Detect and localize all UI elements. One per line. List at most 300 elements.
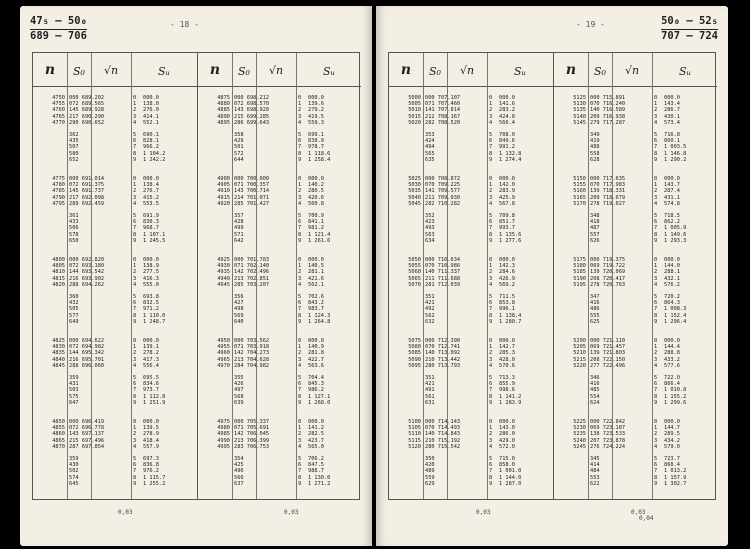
table-cell-value: 216 695.701: [69, 356, 105, 363]
table-cell-value: 695.5: [143, 374, 159, 381]
sqrt-cell: [590, 338, 630, 406]
table-cell-value: 1 149.6: [664, 231, 687, 238]
table-cell-value: 000.0: [143, 419, 159, 425]
table-cell-value: 5055: [408, 263, 421, 270]
table-cell-value: 8: [654, 312, 658, 319]
table-cell-value: 8: [133, 231, 137, 238]
n-cell: [558, 419, 586, 456]
table-cell-value: 1 242.2: [143, 156, 166, 163]
table-cell-value: 072 691.375: [69, 182, 105, 189]
table-cell-value: 5240: [573, 437, 586, 444]
table-cell-value: 1 258.4: [308, 156, 331, 163]
table-cell-value: 1 280.7: [499, 318, 522, 325]
table-cell-value: 5: [489, 374, 493, 381]
table-cell-value: 1 118.6: [308, 150, 331, 157]
table-cell-value: 5135: [573, 107, 586, 114]
table-cell-value: 072 693.180: [69, 263, 105, 270]
table-cell-value: 834.6: [143, 381, 159, 388]
table-cell-value: 1 271.2: [308, 480, 331, 487]
table-cell-value: 978.7: [308, 144, 324, 151]
table-cell-value: 2: [298, 107, 302, 114]
table-cell-value: 4855: [52, 425, 65, 432]
table-cell-value: 2: [298, 269, 302, 276]
table-cell-value: 723.7: [664, 455, 680, 462]
table-cell-value: 7: [654, 468, 658, 475]
table-cell-value: 574.8: [664, 200, 680, 207]
table-cell-value: 642: [234, 237, 244, 244]
table-cell-value: 000.0: [664, 176, 680, 182]
table-cell-value: 9: [654, 237, 658, 244]
table-cell-value: 3: [489, 275, 493, 282]
table-cell-value: 4895: [217, 119, 230, 126]
su-cell: [499, 419, 549, 487]
right-range-bottom: 707 – 724: [661, 29, 718, 42]
table-cell-value: 5035: [408, 188, 421, 195]
table-cell-value: 000.0: [499, 176, 515, 182]
table-cell-value: 492: [425, 306, 435, 313]
table-cell-value: 000 703.562: [234, 338, 270, 344]
table-cell-value: 4790: [52, 194, 65, 201]
table-cell-value: 563: [425, 231, 435, 238]
table-cell-value: 143.7: [664, 182, 680, 189]
table-cell-value: 4: [133, 119, 137, 126]
table-cell-value: 139 718.331: [590, 188, 626, 195]
table-cell-value: 557.9: [143, 443, 159, 450]
table-cell-value: 431: [69, 381, 79, 388]
table-row-group: [198, 95, 361, 173]
table-cell-value: 1 127.1: [308, 393, 331, 400]
table-cell-value: 1: [654, 263, 658, 270]
table-cell-value: 284.6: [499, 269, 515, 276]
right-page-header: [386, 16, 718, 46]
sqrt-cell: [69, 95, 109, 163]
table-cell-value: 282.5: [308, 431, 324, 438]
table-cell-value: 2: [298, 350, 302, 357]
table-cell-value: 000.0: [308, 95, 324, 101]
table-cell-value: 632: [425, 318, 435, 325]
table-cell-value: 4: [133, 200, 137, 207]
table-cell-value: 968.7: [143, 225, 159, 232]
table-cell-value: 5075: [408, 338, 421, 344]
table-cell-value: 998.6: [499, 387, 515, 394]
table-cell-value: 1 146.8: [664, 150, 687, 157]
table-cell-value: 430: [69, 462, 79, 469]
table-row-group: [198, 419, 361, 497]
table-cell-value: 0: [298, 95, 302, 101]
parts-cell: [654, 176, 662, 244]
table-cell-value: 1 135.6: [499, 231, 522, 238]
table-cell-value: 140.5: [308, 263, 324, 270]
table-cell-value: 000.0: [143, 257, 159, 263]
table-cell-value: 828.1: [143, 138, 159, 145]
table-cell-value: 139.1: [143, 344, 159, 351]
su-cell: [143, 95, 193, 163]
table-cell-value: 144 693.542: [69, 269, 105, 276]
table-cell-value: 5: [133, 374, 137, 381]
table-cell-value: 7: [654, 306, 658, 313]
table-cell-value: 847.5: [308, 462, 324, 469]
table-row-group: [554, 257, 717, 335]
table-cell-value: 1 293.3: [664, 237, 687, 244]
table-cell-value: 213 706.399: [234, 437, 270, 444]
table-cell-value: 693.8: [143, 293, 159, 300]
table-cell-value: 000 717.635: [590, 176, 626, 182]
table-cell-value: 866.4: [664, 381, 680, 388]
table-cell-value: 072 694.982: [69, 344, 105, 351]
table-cell-value: 868.4: [664, 462, 680, 469]
table-cell-value: 000 701.783: [234, 257, 270, 263]
right-footer-note-2: [631, 509, 654, 522]
table-cell-value: 8: [489, 150, 493, 157]
table-cell-value: 1 299.6: [664, 399, 687, 406]
table-cell-value: 4940: [217, 275, 230, 282]
n-cell: [37, 257, 65, 294]
table-cell-value: 000 714.143: [425, 419, 461, 425]
col-header-s0: S₀: [594, 65, 606, 78]
table-cell-value: 5: [654, 293, 658, 300]
table-cell-value: 4810: [52, 269, 65, 276]
table-cell-value: 434.2: [664, 437, 680, 444]
table-cell-value: 5210: [573, 350, 586, 357]
table-cell-value: 290 690.652: [69, 119, 105, 126]
table-cell-value: 4: [489, 362, 493, 369]
table-cell-value: 6: [133, 381, 137, 388]
table-cell-value: 9: [298, 480, 302, 487]
table-cell-value: 503: [69, 387, 79, 394]
table-cell-value: 138 723.533: [590, 431, 626, 438]
table-cell-value: 6: [654, 219, 658, 226]
table-cell-value: 2: [133, 269, 137, 276]
table-cell-value: 506: [69, 225, 79, 232]
table-cell-value: 8: [133, 150, 137, 157]
table-cell-value: 000.0: [308, 176, 324, 182]
table-cell-value: 072 689.565: [69, 101, 105, 108]
table-row-group: [33, 257, 197, 335]
table-cell-value: 864.3: [664, 300, 680, 307]
col-header-n: n: [400, 62, 412, 78]
table-cell-value: 4: [654, 443, 658, 450]
n-cell: [558, 176, 586, 213]
table-cell-value: 973.7: [143, 387, 159, 394]
table-cell-value: 569.2: [499, 281, 515, 288]
su-cell: [664, 257, 714, 325]
table-cell-value: 559.3: [308, 119, 324, 126]
table-cell-value: 579.0: [664, 443, 680, 450]
table-cell-value: 072 698.570: [234, 101, 270, 108]
table-cell-value: 9: [489, 237, 493, 244]
table-cell-value: 000.0: [664, 338, 680, 344]
table-cell-value: 435: [69, 138, 79, 145]
table-cell-value: 141.6: [499, 101, 515, 108]
table-cell-value: 4930: [217, 263, 230, 270]
table-cell-value: 288 694.262: [69, 281, 105, 288]
table-cell-value: 1: [298, 263, 302, 270]
table-cell-value: 1 155.2: [664, 393, 687, 400]
table-cell-value: 358: [234, 131, 244, 138]
table-cell-value: 139.5: [143, 425, 159, 432]
sqrt-cell: [234, 419, 274, 487]
table-cell-value: 572.0: [499, 443, 515, 450]
table-cell-value: 644: [234, 156, 244, 163]
n-cell: [202, 176, 230, 213]
table-cell-value: 4955: [217, 344, 230, 351]
table-cell-value: 553: [590, 474, 600, 481]
su-cell: [143, 338, 193, 406]
table-cell-value: 000.0: [499, 419, 515, 425]
table-cell-value: 000 698.212: [234, 95, 270, 101]
table-cell-value: 144 695.342: [69, 350, 105, 357]
table-cell-value: 5160: [573, 188, 586, 195]
table-cell-value: 3: [298, 113, 302, 120]
table-row-group: [389, 257, 553, 335]
table-cell-value: 4755: [52, 101, 65, 108]
table-cell-value: 8: [298, 393, 302, 400]
n-cell: [393, 176, 421, 213]
table-cell-value: 069 719.722: [590, 263, 626, 270]
table-cell-value: 071 703.918: [234, 344, 270, 351]
parts-cell: [298, 419, 306, 487]
table-cell-value: 556.4: [143, 362, 159, 369]
table-cell-value: 216 693.902: [69, 275, 105, 282]
table-cell-value: 6: [489, 381, 493, 388]
table-cell-value: 430.1: [664, 113, 680, 120]
table-cell-value: 4925: [217, 257, 230, 263]
table-cell-value: 5065: [408, 275, 421, 282]
table-cell-value: 000 694.622: [69, 338, 105, 344]
col-header-n: n: [44, 62, 56, 78]
table-cell-value: 559: [425, 474, 435, 481]
table-cell-value: 706.2: [308, 455, 324, 462]
table-cell-value: 5: [298, 212, 302, 219]
sqrt-cell: [590, 419, 630, 487]
table-cell-value: 553.5: [143, 200, 159, 207]
left-footer-note-2: 0,03: [284, 509, 299, 516]
table-cell-value: 142 704.273: [234, 350, 270, 357]
table-cell-value: 1: [298, 182, 302, 189]
table-cell-value: 3: [133, 356, 137, 363]
table-cell-value: 9: [133, 156, 137, 163]
table-cell-value: 4770: [52, 119, 65, 126]
table-cell-value: 4: [654, 281, 658, 288]
table-cell-value: 357: [234, 212, 244, 219]
table-row-group: [389, 176, 553, 254]
table-cell-value: 1: [489, 101, 493, 108]
n-cell: [37, 176, 65, 213]
table-cell-value: 8: [489, 474, 493, 481]
sqrt-cell: [425, 419, 465, 487]
table-cell-value: 0: [489, 338, 493, 344]
table-cell-value: 580: [69, 150, 79, 157]
table-cell-value: 8: [133, 312, 137, 319]
table-cell-value: 1 296.4: [664, 318, 687, 325]
table-cell-value: 5: [489, 131, 493, 138]
table-cell-value: 1 008.3: [664, 306, 687, 313]
table-cell-value: 4: [654, 119, 658, 126]
table-cell-value: 5100: [408, 419, 421, 425]
table-cell-value: 6: [298, 300, 302, 307]
table-cell-value: 0: [654, 176, 658, 182]
table-cell-value: 1 115.7: [143, 474, 166, 481]
table-cell-value: 1 141.2: [499, 393, 522, 400]
table-cell-value: 359: [69, 374, 79, 381]
table-cell-value: 1 255.2: [143, 480, 166, 487]
table-cell-value: 5070: [408, 281, 421, 288]
table-cell-value: 4945: [217, 281, 230, 288]
table-cell-value: 709.8: [499, 212, 515, 219]
table-cell-value: 718.5: [664, 212, 680, 219]
right-range-label: [661, 16, 718, 42]
table-cell-value: 420: [425, 462, 435, 469]
col-header-sqrt: √n: [459, 64, 475, 77]
table-cell-value: 1: [298, 344, 302, 351]
table-cell-value: 4910: [217, 188, 230, 195]
table-cell-value: 140.9: [308, 344, 324, 351]
table-cell-value: 287.4: [664, 188, 680, 195]
table-cell-value: 211 711.688: [425, 275, 461, 282]
table-cell-value: 1: [654, 344, 658, 351]
table-cell-value: 631: [425, 399, 435, 406]
parts-cell: [489, 338, 497, 406]
parts-cell: [133, 176, 141, 244]
su-cell: [664, 338, 714, 406]
table-cell-value: 9: [133, 480, 137, 487]
left-table-block-2: [197, 53, 361, 499]
table-cell-value: 0: [298, 338, 302, 344]
table-cell-value: 422.7: [308, 356, 324, 363]
table-cell-value: 4795: [52, 200, 65, 207]
table-cell-value: 4: [489, 119, 493, 126]
table-cell-value: 414: [590, 462, 600, 469]
table-cell-value: 143.0: [499, 425, 515, 432]
table-cell-value: 2: [133, 188, 137, 195]
table-cell-value: 4: [298, 200, 302, 207]
right-table-block-2: [553, 53, 717, 499]
table-cell-value: 421.6: [308, 275, 324, 282]
table-cell-value: 6: [489, 138, 493, 145]
table-cell-value: 210 715.192: [425, 437, 461, 444]
table-cell-value: 289.5: [664, 431, 680, 438]
table-cell-value: 5140: [573, 113, 586, 120]
table-cell-value: 4: [133, 362, 137, 369]
sqrt-cell: [69, 419, 109, 487]
table-cell-value: 708.0: [499, 131, 515, 138]
table-cell-value: 629: [425, 480, 435, 487]
table-cell-value: 1 248.7: [143, 318, 166, 325]
table-cell-value: 6: [133, 138, 137, 145]
table-cell-value: 4870: [52, 443, 65, 450]
table-cell-value: 281.8: [308, 350, 324, 357]
table-cell-value: 4: [298, 119, 302, 126]
table-cell-value: 561: [425, 393, 435, 400]
table-cell-value: 487: [590, 225, 600, 232]
col-header-n: n: [209, 62, 221, 78]
table-cell-value: 5165: [573, 194, 586, 201]
table-cell-value: 1: [133, 344, 137, 351]
table-cell-value: 7: [489, 306, 493, 313]
table-cell-value: 351: [425, 293, 435, 300]
table-cell-value: 4890: [217, 113, 230, 120]
n-cell: [37, 338, 65, 375]
table-cell-value: 142.0: [499, 182, 515, 189]
table-cell-value: 7: [133, 144, 137, 151]
table-cell-value: 360: [69, 293, 79, 300]
table-cell-value: 282 710.282: [425, 200, 461, 207]
table-cell-value: 5: [298, 293, 302, 300]
su-cell: [499, 257, 549, 325]
table-cell-value: 426: [234, 381, 244, 388]
table-cell-value: 2: [298, 188, 302, 195]
table-cell-value: 832.5: [143, 300, 159, 307]
table-cell-value: 851.7: [499, 219, 515, 226]
table-cell-value: 5125: [573, 95, 586, 101]
table-cell-value: 983.7: [308, 306, 324, 313]
table-cell-value: 700.9: [308, 212, 324, 219]
table-cell-value: 7: [654, 225, 658, 232]
su-cell: [308, 95, 358, 163]
sqrt-cell: [425, 176, 465, 244]
table-cell-value: 5235: [573, 431, 586, 438]
table-cell-value: 000 705.337: [234, 419, 270, 425]
table-cell-value: 554: [590, 393, 600, 400]
table-cell-value: 000.0: [664, 95, 680, 101]
table-cell-value: 285.3: [499, 350, 515, 357]
table-cell-value: 3: [133, 113, 137, 120]
table-cell-value: 4: [298, 281, 302, 288]
table-cell-value: 8: [654, 231, 658, 238]
table-cell-value: 0: [298, 419, 302, 425]
table-cell-value: 650: [69, 237, 79, 244]
table-cell-value: 4935: [217, 269, 230, 276]
table-cell-value: 214 701.071: [234, 194, 270, 201]
table-cell-value: 4: [133, 443, 137, 450]
table-cell-value: 288.8: [664, 350, 680, 357]
n-cell: [393, 419, 421, 456]
table-cell-value: 000.0: [308, 419, 324, 425]
table-cell-value: 5090: [408, 356, 421, 363]
table-cell-value: 7: [133, 225, 137, 232]
table-cell-value: 7: [489, 225, 493, 232]
table-cell-value: 142.3: [499, 263, 515, 270]
table-cell-value: 6: [654, 138, 658, 145]
table-row-group: [554, 176, 717, 254]
table-cell-value: 4875: [217, 95, 230, 101]
table-cell-value: 2: [654, 188, 658, 195]
sqrt-cell: [234, 176, 274, 244]
table-cell-value: 6: [489, 219, 493, 226]
table-cell-value: 000 722.842: [590, 419, 626, 425]
table-cell-value: 418: [590, 219, 600, 226]
n-cell: [558, 257, 586, 294]
table-cell-value: 141.2: [308, 425, 324, 432]
table-cell-value: 566.4: [499, 119, 515, 126]
su-cell: [143, 176, 193, 244]
table-cell-value: 0: [654, 419, 658, 425]
row-spacer: [393, 369, 421, 375]
table-cell-value: 211 709.930: [425, 194, 461, 201]
right-table-block-1: [389, 53, 553, 499]
table-cell-value: 8: [298, 150, 302, 157]
table-cell-value: 2: [298, 431, 302, 438]
table-cell-value: 5050: [408, 257, 421, 263]
table-cell-value: 071 700.357: [234, 182, 270, 189]
row-spacer: [37, 126, 65, 132]
table-cell-value: 1 104.2: [143, 150, 166, 157]
table-cell-value: 0: [489, 257, 493, 263]
table-cell-value: 416: [590, 300, 600, 307]
table-cell-value: 4990: [217, 437, 230, 444]
n-cell: [37, 95, 65, 132]
table-cell-value: 5180: [573, 263, 586, 270]
